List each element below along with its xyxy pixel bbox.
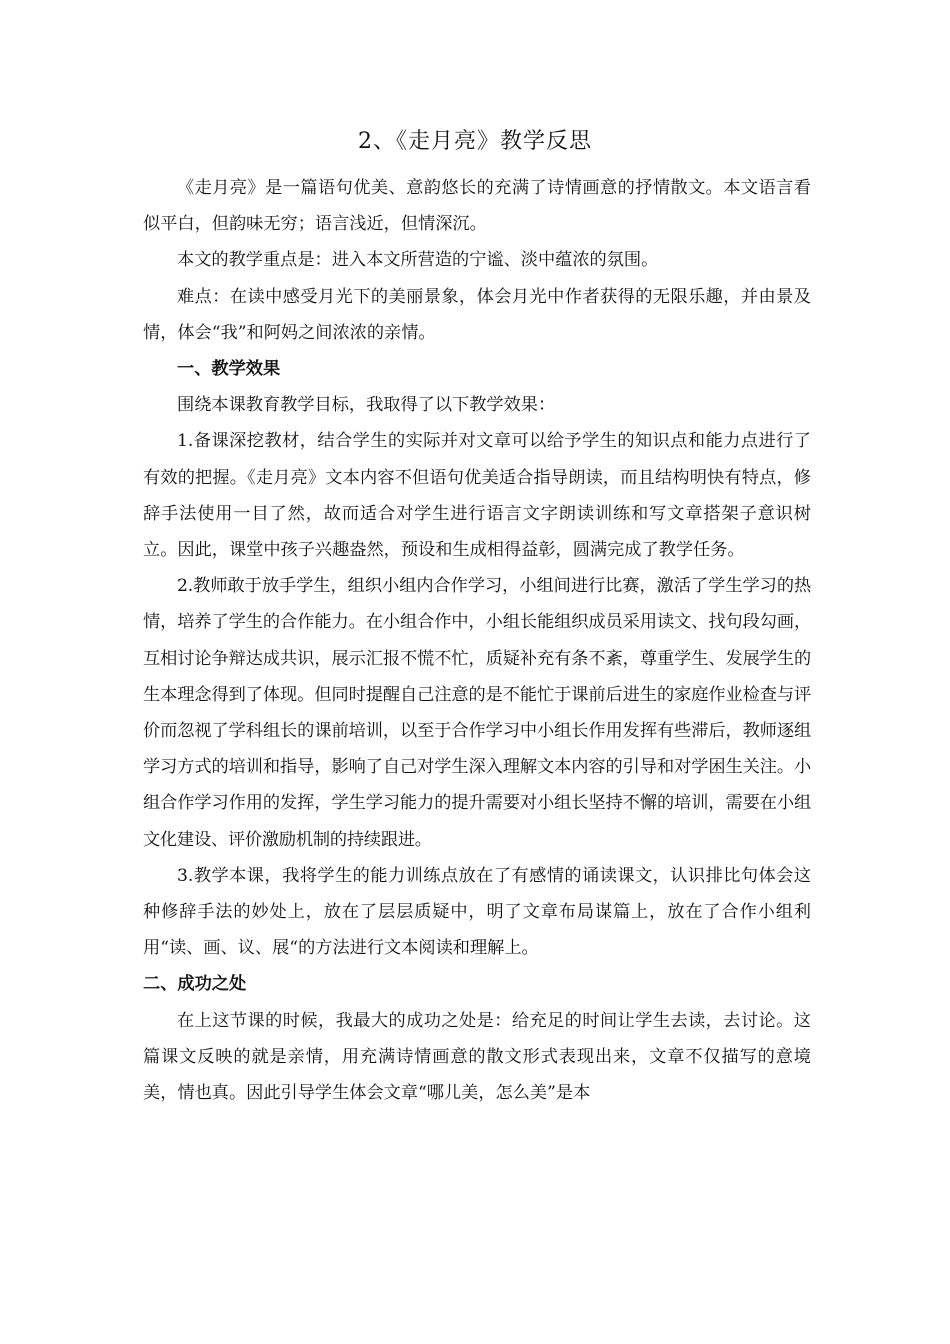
section2-paragraph: 在上这节课的时候，我最大的成功之处是：给充足的时间让学生去读，去讨论。这篇课文反映的就是亲情，用充满诗情画意的散文形式表现出来，文章不仅描写的意境美，情也真。因此引导学生体会文章“哪儿美，怎么美”是本 — [143, 1010, 811, 1104]
section1-item-2: 2.教师敢于放手学生，组织小组内合作学习，小组间进行比赛，激活了学生学习的热情，培养了学生的合作能力。在小组合作中，小组长能组织成员采用读文、找句段勾画，互相讨论争辩达成共识，展示汇报不慌不忙，质疑补充有条不紊，尊重学生、发展学生的生本理念得到了体现。但同时提醒自己注意的是不能忙于课前后进生的家庭作业检查与评价而忽视了学科组长的课前培训，以至于合作学习中小组长作用发挥有些滞后，教师逐组学习方式的培训和指导，影响了自己对学生深入理解文本内容的引导和对学困生关注。小组合作学习作用的发挥，学生学习能力的提升需要对小组长坚持不懈的培训，需要在小组文化建设、评价激励机制的持续跟进。 — [143, 576, 811, 850]
paragraph-difficulty: 难点：在读中感受月光下的美丽景象，体会月光中作者获得的无限乐趣，并由景及情，体会“我”和阿妈之间浓浓的亲情。 — [143, 286, 811, 343]
page-title: 2、《走月亮》教学反思 — [358, 129, 592, 154]
document-body — [143, 170, 811, 1111]
paragraph-intro: 《走月亮》是一篇语句优美、意韵悠长的充满了诗情画意的抒情散文。本文语言看似平白，但韵味无穷；语言浅近，但情深沉。 — [143, 178, 811, 235]
section1-intro: 围绕本课教育教学目标，我取得了以下教学效果： — [177, 395, 556, 416]
section1-item-1: 1.备课深挖教材，结合学生的实际并对文章可以给予学生的知识点和能力点进行了有效的把握。《走月亮》文本内容不但语句优美适合指导朗读，而且结构明快有特点，修辞手法使用一目了然，故而适合对学生进行语言文字朗读训练和写文章搭架子意识树立。因此，课堂中孩子兴趣盎然，预设和生成相得益彰，圆满完成了教学任务。 — [143, 431, 811, 561]
section1-item-3: 3.教学本课，我将学生的能力训练点放在了有感情的诵读课文，认识排比句体会这种修辞手法的妙处上，放在了层层质疑中，明了文章布局谋篇上，放在了合作小组利用“读、画、议、展“的方法进行文本阅读和理解上。 — [143, 865, 811, 959]
paragraph-key-point: 本文的教学重点是：进入本文所营造的宁谧、淡中蕴浓的氛围。 — [177, 250, 659, 271]
section-heading-success: 二、成功之处 — [143, 974, 247, 995]
section-heading-teaching-effect: 一、教学效果 — [177, 359, 281, 380]
